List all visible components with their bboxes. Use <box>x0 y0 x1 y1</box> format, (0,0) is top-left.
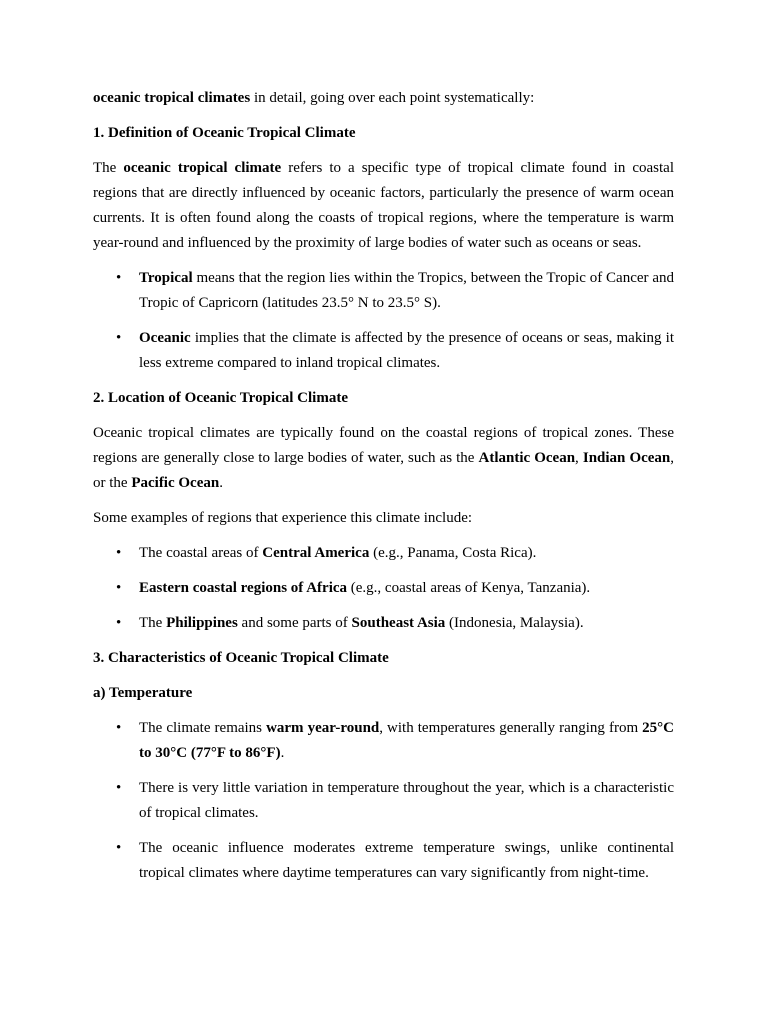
list-item: • Tropical means that the region lies within the Tropics, between the Tropic of Cancer and Tropic of Capricorn (latitudes 23.5° N to 23.5° S). <box>93 266 674 316</box>
bold-term: Philippines <box>166 615 238 631</box>
list-item: • Eastern coastal regions of Africa (e.g., coastal areas of Kenya, Tanzania). <box>93 576 674 601</box>
bold-term: Southeast Asia <box>351 615 446 631</box>
bold-term: Central America <box>262 545 370 561</box>
list-item: • The Philippines and some parts of Southeast Asia (Indonesia, Malaysia). <box>93 611 674 636</box>
bold-term: Pacific Ocean <box>131 475 220 491</box>
bullet-icon: • <box>116 270 122 286</box>
bullet-icon: • <box>116 580 122 596</box>
section-3-heading: 3. Characteristics of Oceanic Tropical Climate <box>93 650 389 666</box>
bullet-icon: • <box>116 615 122 631</box>
bullet-icon: • <box>116 545 122 561</box>
bold-term: Tropical <box>139 270 193 286</box>
intro-paragraph <box>93 86 674 111</box>
list-item: • The coastal areas of Central America (e.g., Panama, Costa Rica). <box>93 541 674 566</box>
bold-term: 25°C to 30°C (77°F to 86°F) <box>139 720 674 761</box>
section-1-paragraph: The oceanic tropical climate refers to a specific type of tropical climate found in coastal regions that are directly influenced by oceanic factors, particularly the presence of warm ocean currents. It is often found along the coasts of tropical regions, where the temperature is warm year-round and influenced by the proximity of large bodies of water such as oceans or seas. <box>93 160 674 251</box>
bold-term: warm year-round <box>266 720 380 736</box>
section-2-heading: 2. Location of Oceanic Tropical Climate <box>93 390 348 406</box>
section-2-examples-intro: Some examples of regions that experience this climate include: <box>93 510 473 526</box>
bullet-icon: • <box>116 330 122 346</box>
list-item: • There is very little variation in temperature throughout the year, which is a characteristic of tropical climates. <box>93 776 674 826</box>
section-3a-subheading: a) Temperature <box>93 685 193 701</box>
section-1-heading: 1. Definition of Oceanic Tropical Climate <box>93 125 356 141</box>
bold-term: Oceanic <box>139 330 191 346</box>
bullet-icon: • <box>116 720 122 736</box>
bold-term: Indian Ocean <box>582 450 671 466</box>
bullet-icon: • <box>116 840 122 856</box>
section-3a-bullet-list <box>93 716 674 886</box>
bold-term: Eastern coastal regions of Africa <box>139 580 348 596</box>
intro-bold-term: oceanic tropical climates <box>93 90 251 106</box>
section-1-bullet-list <box>93 266 674 376</box>
section-2-paragraph: Oceanic tropical climates are typically found on the coastal regions of tropical zones. These regions are generally close to large bodies of water, such as the Atlantic Ocean, Indian Ocean, or the Pacific Ocean. <box>93 425 675 491</box>
bold-term: oceanic tropical climate <box>123 160 282 176</box>
section-2-bullet-list <box>93 541 674 636</box>
bullet-icon: • <box>116 780 122 796</box>
intro-text: in detail, going over each point systematically: <box>250 90 535 106</box>
list-item: • The climate remains warm year-round, with temperatures generally ranging from 25°C to 30°C (77°F to 86°F). <box>93 716 674 766</box>
bold-term: Atlantic Ocean <box>478 450 576 466</box>
list-item: • The oceanic influence moderates extreme temperature swings, unlike continental tropical climates where daytime temperatures can vary significantly from night-time. <box>93 836 674 886</box>
list-item: • Oceanic implies that the climate is affected by the presence of oceans or seas, making it less extreme compared to inland tropical climates. <box>93 326 674 376</box>
